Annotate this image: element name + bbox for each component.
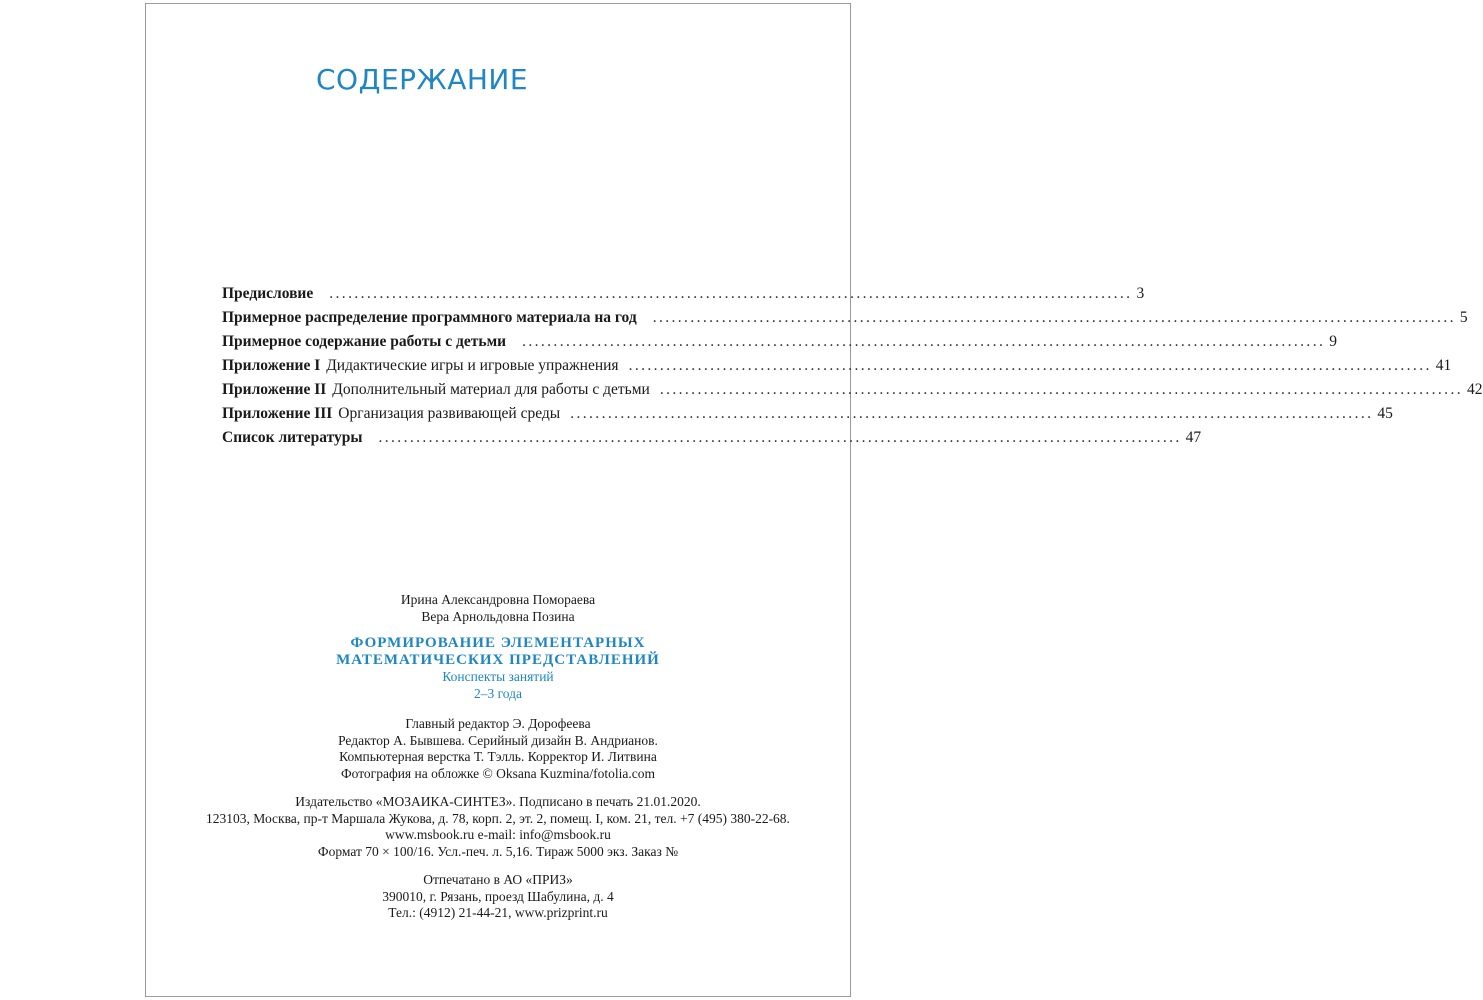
author-name: Ирина Александровна Помораева [400, 592, 596, 607]
publisher-line: Издательство «МОЗАИКА-СИНТЕЗ». Подписано в печать 21.01.2020. [295, 794, 701, 809]
toc-leader-dots: ................................................................................................................................ [378, 429, 1182, 446]
book-age-range: 2–3 года [473, 685, 523, 701]
book-title-line: ФОРМИРОВАНИЕ ЭЛЕМЕНТАРНЫХ [350, 635, 646, 651]
toc-leader-dots: ................................................................................................................................ [329, 285, 1133, 302]
toc-entry-page: 9 [1329, 333, 1338, 350]
toc-entry-description [313, 285, 319, 302]
credit-line: Главный редактор Э. Дорофеева [405, 716, 591, 731]
toc-entry-label: Список литературы [222, 429, 363, 446]
book-title-line: МАТЕМАТИЧЕСКИХ ПРЕДСТАВЛЕНИЙ [336, 652, 660, 668]
toc-entry-description: Дидактические игры и игровые упражнения [326, 357, 619, 374]
publisher-line: Формат 70 × 100/16. Усл.-печ. л. 5,16. Тираж 5000 экз. Заказ № [317, 843, 679, 859]
toc-entry-bibliography[interactable] [222, 426, 1202, 450]
page-title: СОДЕРЖАНИЕ [316, 63, 529, 96]
credit-line: Фотография на обложке © Oksana Kuzmina/fotolia.com [340, 765, 656, 781]
toc-entry-appendix-3[interactable] [222, 402, 1393, 426]
toc-entry-description [637, 309, 643, 326]
toc-entry-label: Предисловие [222, 285, 314, 302]
toc-entry-page: 45 [1377, 405, 1393, 422]
toc-entry-program-distribution[interactable] [222, 306, 1468, 330]
toc-entry-label: Примерное содержание работы с детьми [222, 333, 507, 350]
printer-line: 390010, г. Рязань, проезд Шабулина, д. 4 [382, 888, 614, 904]
toc-entry-label: Приложение II [222, 381, 327, 398]
toc-leader-dots: ................................................................................................................................ [652, 309, 1456, 326]
toc-entry-page: 42 [1467, 381, 1483, 398]
table-of-contents [222, 282, 1483, 450]
imprint-block [145, 592, 851, 922]
toc-entry-appendix-2[interactable] [222, 378, 1483, 402]
toc-entry-page: 3 [1136, 285, 1145, 302]
toc-entry-appendix-1[interactable] [222, 354, 1452, 378]
toc-entry-description [362, 429, 368, 446]
author-name: Вера Арнольдовна Позина [421, 608, 575, 624]
toc-entry-label: Приложение I [222, 357, 321, 374]
book-subtitle: Конспекты занятий [442, 669, 554, 684]
toc-entry-label: Примерное распределение программного материала на год [222, 309, 637, 326]
printer-line: Тел.: (4912) 21-44-21, www.prizprint.ru [388, 905, 608, 920]
toc-entry-description [506, 333, 512, 350]
publisher-line: 123103, Москва, пр-т Маршала Жукова, д. 78, корп. 2, эт. 2, помещ. I, ком. 21, тел. +7 (495) 380-22-68. [206, 810, 790, 826]
publisher-line: www.msbook.ru e-mail: info@msbook.ru [385, 827, 611, 842]
toc-leader-dots: ................................................................................................................................ [628, 357, 1432, 374]
toc-leader-dots: ................................................................................................................................ [522, 333, 1326, 350]
toc-leader-dots: ................................................................................................................................ [659, 381, 1464, 398]
toc-entry-label: Приложение III [222, 405, 333, 422]
credit-line: Компьютерная верстка Т. Тэлль. Корректор И. Литвина [339, 749, 657, 764]
toc-entry-page: 47 [1185, 429, 1202, 446]
printer-line: Отпечатано в АО «ПРИЗ» [423, 872, 573, 887]
credit-line: Редактор А. Бывшева. Серийный дизайн В. Андрианов. [338, 732, 658, 748]
toc-entry-description: Дополнительный материал для работы с детьми [332, 381, 650, 398]
toc-entry-work-content[interactable] [222, 330, 1338, 354]
toc-entry-description: Организация развивающей среды [338, 405, 561, 422]
toc-leader-dots: ................................................................................................................................ [570, 405, 1374, 422]
toc-entry-preface[interactable] [222, 282, 1145, 306]
toc-entry-page: 41 [1435, 357, 1452, 374]
toc-entry-page: 5 [1459, 309, 1468, 326]
